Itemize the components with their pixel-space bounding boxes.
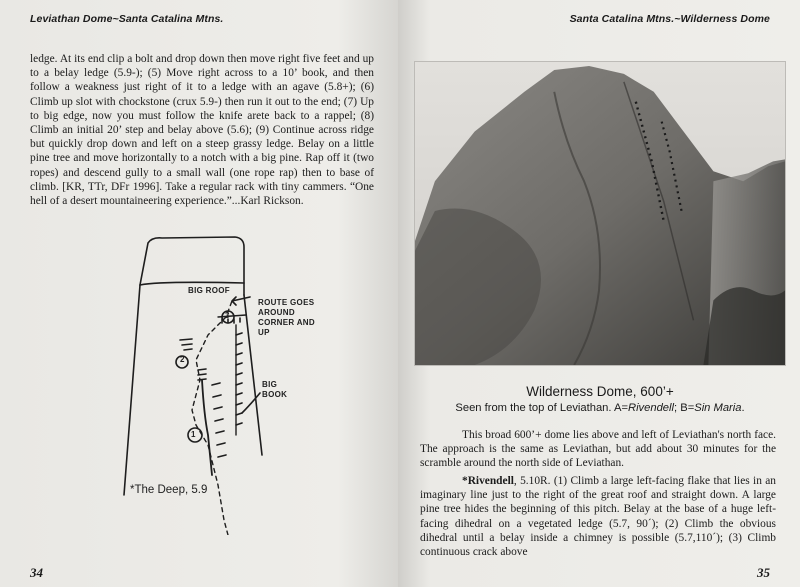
route-rivendell-paragraph bbox=[420, 474, 776, 559]
running-head: Santa Catalina Mtns.~Wilderness Dome bbox=[569, 13, 770, 25]
photo-subtitle bbox=[414, 402, 786, 414]
topo-label-route-note: ROUTE GOES AROUND CORNER AND UP bbox=[258, 298, 315, 337]
right-page bbox=[398, 0, 800, 587]
topo-caption: *The Deep, 5.9 bbox=[130, 484, 208, 496]
photo-title: Wilderness Dome, 600’+ bbox=[526, 384, 674, 399]
rock-top-edge bbox=[140, 282, 244, 285]
photo-subtitle-suffix: . bbox=[741, 402, 745, 414]
page-number: 34 bbox=[30, 565, 43, 580]
topo-pitch-2-number: 2 bbox=[180, 355, 185, 364]
route-description-continued: ledge. At its end clip a bolt and drop down then move right five feet and up to a belay ledge (5.9-); (5) Move right across to a 10’ book, and then follow a weakness just right of it to a ledge with an agave (5.8+); (6) Climb up slot with chockstone (crux 5.9-) then run it out to the end; (7) Up to big edge, now you must follow the knife arete back to a rappel; (8) Climb an initial 20’ step and belay above (5.6); (9) Continue across ridge but quickly drop down and left on a steep grassy ledge. Belay on a little pine tree and move horizontally to a notch with a big pine. Rap off it (two ropes) and descend gully to a small wall (one rope rap) then to base of climb. [KR, TTr, DFr 1996]. Take a regular rack with tiny cammers. “One hell of a desert mountaineering experience.”...Karl Rickson. bbox=[30, 53, 374, 208]
topo-pitch-3-number: 3 bbox=[225, 311, 230, 320]
page-number: 35 bbox=[757, 565, 770, 580]
topo-pitch-1-number: 1 bbox=[191, 430, 196, 439]
left-page bbox=[0, 0, 398, 587]
wilderness-dome-photo bbox=[414, 61, 786, 366]
topo-label-big-roof: BIG ROOF bbox=[188, 286, 230, 295]
photo-subtitle-route-b: Sin Maria bbox=[694, 402, 742, 414]
photo-subtitle-route-a: Rivendell bbox=[627, 402, 675, 414]
topo-label-big-book: BIG BOOK bbox=[262, 380, 288, 399]
dome-intro-paragraph: This broad 600’+ dome lies above and left of Leviathan's north face. The approach is the same as Leviathan, but add about 30 minutes for the scramble around the north side of Leviathan. bbox=[420, 429, 776, 470]
running-head: Leviathan Dome~Santa Catalina Mtns. bbox=[30, 13, 224, 25]
photo-subtitle-prefix: Seen from the top of Leviathan. A= bbox=[455, 402, 628, 414]
route-description: , 5.10R. (1) Climb a large left-facing flake that lies in an imaginary line just to the right of the great roof and straight down. A large pine tree hides the beginning of this pitch. Belay at the base of a huge left-facing dihedral on a vegetated ledge (5.7, 90´); (2) Climb the obvious dihedral until a belay inside a chimney is possible (5.7,110´); (3) Climb continuous crack above bbox=[420, 475, 776, 559]
route-line bbox=[192, 301, 232, 535]
rock-left-edge bbox=[124, 285, 140, 495]
photo-subtitle-separator: ; B= bbox=[674, 402, 695, 414]
route-name: *Rivendell bbox=[462, 475, 514, 487]
